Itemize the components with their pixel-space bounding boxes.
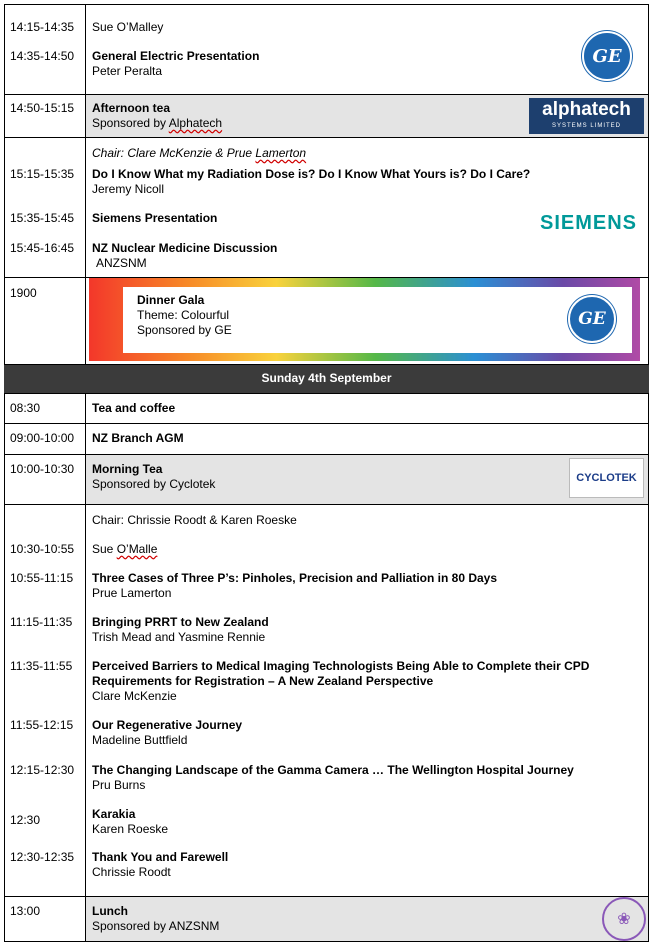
speaker-name: O’Malle — [116, 542, 158, 556]
session-time: 15:15-15:35 — [10, 167, 75, 181]
ge-logo-icon: GE — [568, 295, 616, 343]
gala-theme: Theme: Colourful — [137, 308, 230, 322]
session-title: Three Cases of Three P’s: Pinholes, Precision and Palliation in 80 Days — [92, 571, 498, 585]
session-title: Karakia — [92, 807, 136, 821]
session-time: 15:35-15:45 — [10, 211, 75, 225]
session-title: Siemens Presentation — [92, 211, 218, 225]
speaker-prefix: Sue — [92, 542, 117, 556]
gala-title: Dinner Gala — [137, 293, 205, 307]
alphatech-logo-text: alphatech — [542, 99, 631, 120]
session-title: Do I Know What my Radiation Dose is? Do I Know What Yours is? Do I Care? — [92, 167, 531, 181]
session-speaker: Pru Burns — [92, 778, 146, 792]
session-title: The Changing Landscape of the Gamma Camera … The Wellington Hospital Journey — [92, 763, 574, 777]
session-time: 15:45-16:45 — [10, 241, 75, 255]
chair-prefix: Chair: Clare McKenzie & Prue — [92, 146, 256, 160]
alphatech-logo-icon — [529, 98, 644, 134]
session-speaker: Chrissie Roodt — [92, 865, 171, 879]
table-border-top — [4, 4, 649, 5]
sponsor-line: Sponsored by ANZSNM — [92, 919, 220, 933]
column-divider — [85, 393, 86, 942]
chair-name: Lamerton — [255, 146, 307, 160]
session-speaker: Clare McKenzie — [92, 689, 177, 703]
session-time: 10:55-11:15 — [10, 571, 74, 585]
session-title: Tea and coffee — [92, 401, 176, 415]
session-title: Bringing PRRT to New Zealand — [92, 615, 269, 629]
sponsor-prefix: Sponsored by — [92, 116, 169, 130]
session-title: Perceived Barriers to Medical Imaging Technologists Being Able to Complete their CPD — [92, 659, 590, 673]
row-divider — [4, 393, 649, 394]
session-time: 14:50-15:15 — [10, 101, 75, 115]
row-divider — [4, 137, 649, 138]
session-time: 12:30-12:35 — [10, 850, 75, 864]
row-divider — [4, 504, 649, 505]
session-time: 11:55-12:15 — [10, 718, 74, 732]
session-speaker: Prue Lamerton — [92, 586, 172, 600]
alphatech-logo-subtext: SYSTEMS LIMITED — [551, 123, 621, 129]
table-border-right — [648, 393, 649, 942]
session-title: Lunch — [92, 904, 128, 918]
session-time: 1900 — [10, 286, 37, 300]
gala-sponsor: Sponsored by GE — [137, 323, 232, 337]
session-time: 12:30 — [10, 813, 41, 827]
session-speaker: Madeline Buttfield — [92, 733, 188, 747]
session-speaker: Peter Peralta — [92, 64, 163, 78]
chair-line — [92, 146, 306, 161]
cyclotek-logo-icon: CYCLOTEK — [569, 458, 644, 498]
session-speaker: Karen Roeske — [92, 822, 169, 836]
day-header: Sunday 4th September — [4, 365, 649, 393]
session-time: 14:15-14:35 — [10, 20, 75, 34]
session-title: Sue O’Malley — [92, 20, 164, 34]
column-divider — [85, 4, 86, 365]
session-time: 12:15-12:30 — [10, 763, 75, 777]
session-title: Thank You and Farewell — [92, 850, 229, 864]
siemens-logo-icon: SIEMENS — [540, 212, 638, 234]
sponsor-line — [92, 116, 222, 131]
row-divider — [4, 423, 649, 424]
session-time: 13:00 — [10, 904, 41, 918]
row-divider — [4, 364, 649, 365]
session-time: 11:15-11:35 — [10, 615, 73, 629]
session-speaker: Trish Mead and Yasmine Rennie — [92, 630, 266, 644]
session-title: NZ Branch AGM — [92, 431, 184, 445]
table-border-bottom — [4, 941, 649, 942]
row-divider — [4, 454, 649, 455]
chair-line: Chair: Chrissie Roodt & Karen Roeske — [92, 513, 297, 527]
session-speaker: Jeremy Nicoll — [92, 182, 165, 196]
session-title: General Electric Presentation — [92, 49, 260, 63]
row-divider — [4, 94, 649, 95]
session-time: 09:00-10:00 — [10, 431, 75, 445]
session-title-line2: Requirements for Registration – A New Zealand Perspective — [92, 674, 434, 688]
row-divider — [4, 896, 649, 897]
session-time: 14:35-14:50 — [10, 49, 75, 63]
session-speaker: ANZSNM — [96, 256, 147, 270]
row-divider — [4, 277, 649, 278]
session-title: Afternoon tea — [92, 101, 170, 115]
session-title: NZ Nuclear Medicine Discussion — [92, 241, 278, 255]
session-time: 10:30-10:55 — [10, 542, 75, 556]
session-time: 10:00-10:30 — [10, 462, 75, 476]
ge-logo-icon: GE — [582, 31, 632, 81]
session-time: 11:35-11:55 — [10, 659, 73, 673]
session-time: 08:30 — [10, 401, 41, 415]
table-border-left — [4, 4, 5, 365]
sponsor-name: Alphatech — [168, 116, 223, 130]
session-title: Morning Tea — [92, 462, 163, 476]
table-border-left — [4, 393, 5, 942]
session-title: Our Regenerative Journey — [92, 718, 243, 732]
anzsnm-logo-icon: ❀ — [602, 897, 646, 941]
table-border-right — [648, 4, 649, 365]
sponsor-line: Sponsored by Cyclotek — [92, 477, 216, 491]
session-title — [92, 542, 157, 557]
